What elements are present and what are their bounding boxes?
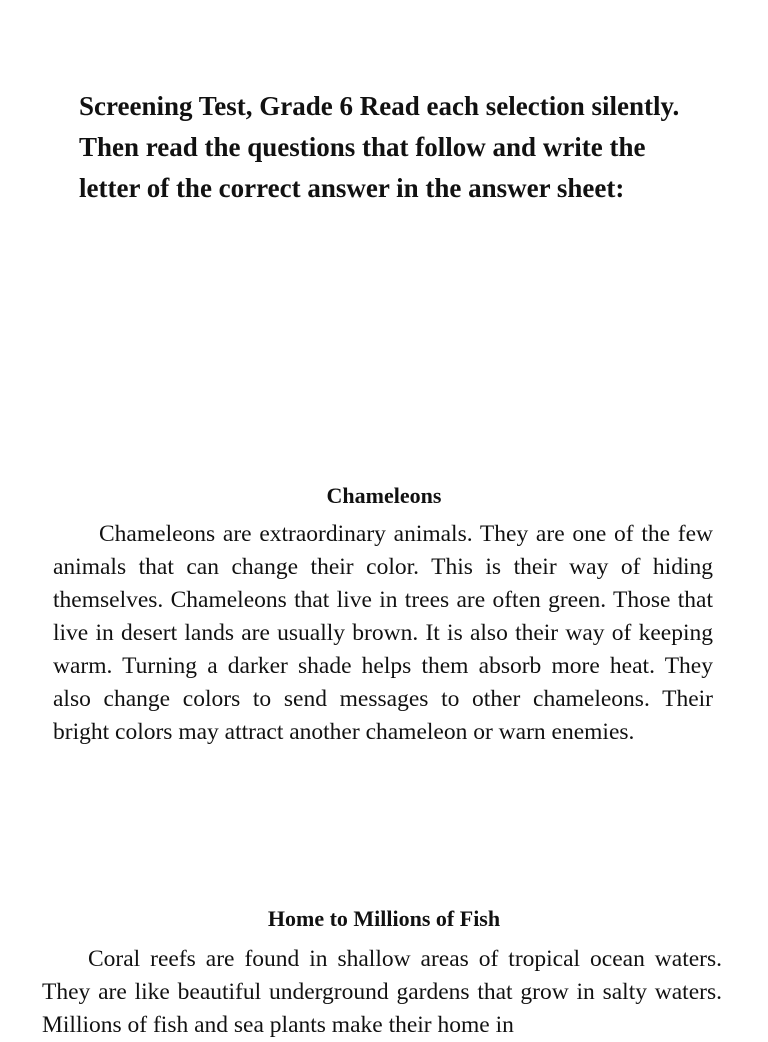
- selection-body: Coral reefs are found in shallow areas of tropical ocean waters. They are like beautiful underground gardens that grow in salty waters. Millions of fish and sea plants make their home in: [42, 946, 722, 1038]
- selection-title: Home to Millions of Fish: [267, 906, 501, 931]
- test-instructions-heading: Screening Test, Grade 6 Read each selection silently. Then read the questions that follow and write the letter of the correct answer in the answer sheet:: [79, 91, 680, 203]
- selection-body: Chameleons are extraordinary animals. They are one of the few animals that can change their color. This is their way of hiding themselves. Chameleons that live in trees are often green. Those that live in desert lands are usually brown. It is also their way of keeping warm. Turning a darker shade helps them absorb more heat. They also change colors to send messages to other chameleons. Their bright colors may attract another chameleon or warn enemies.: [53, 521, 713, 745]
- selection-title: Chameleons: [326, 483, 442, 508]
